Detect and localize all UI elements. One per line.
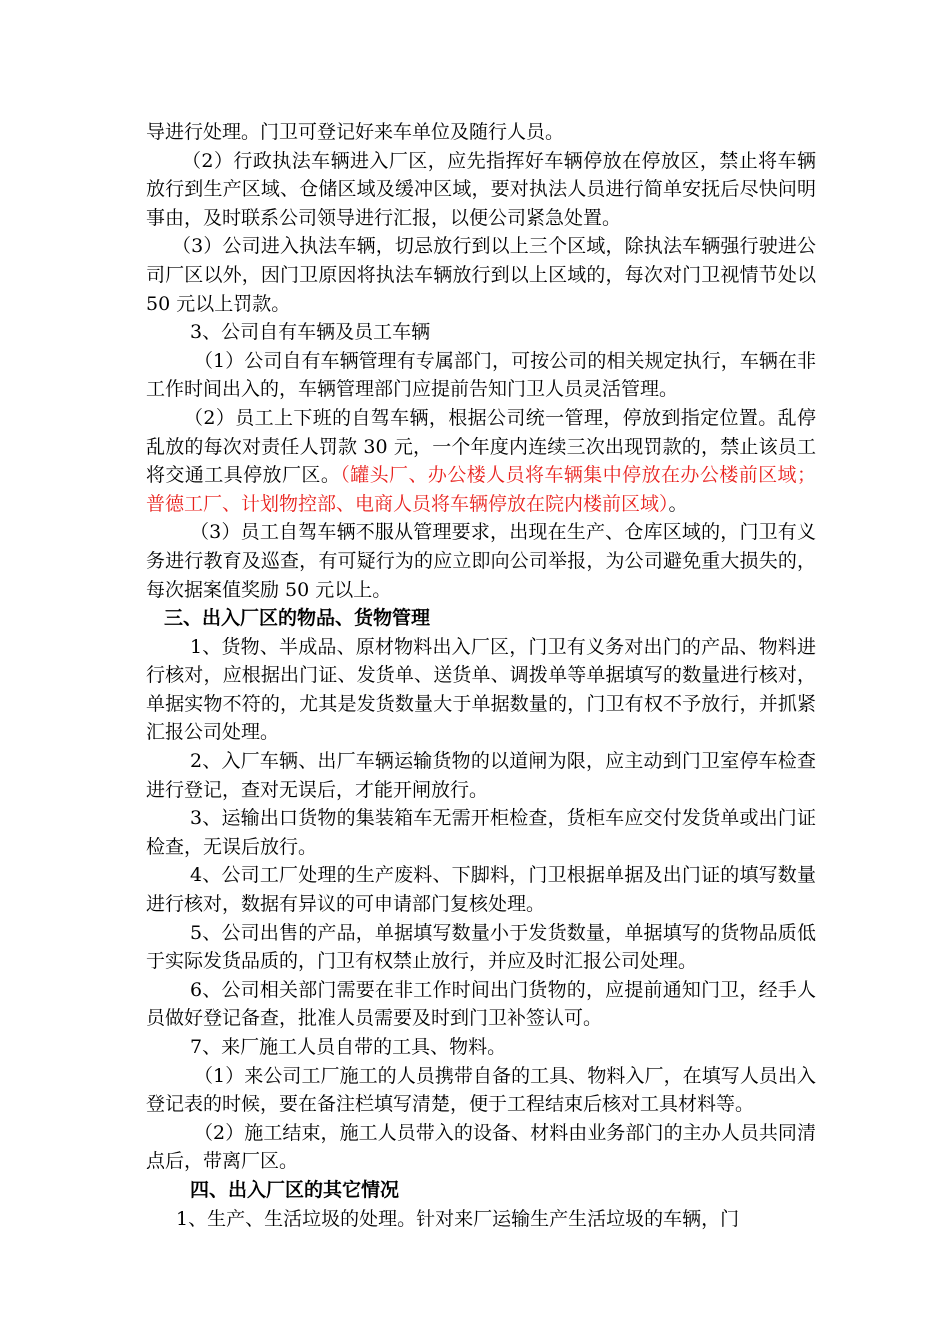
paragraph xyxy=(146,804,816,861)
highlighted-note: （罐头厂、办公楼人员将车辆集中停放在办公楼前区域；普德工厂、计划物控部、电商人员将车辆停放在院内楼前区域） xyxy=(146,464,816,515)
paragraph-text: 3、运输出口货物的集装箱车无需开柜检查，货柜车应交付发货单或出门证检查，无误后放行。 xyxy=(146,807,816,858)
paragraph xyxy=(146,747,816,804)
paragraph xyxy=(146,976,816,1033)
paragraph-text: 7、来厂施工人员自带的工具、物料。 xyxy=(190,1036,507,1058)
paragraph xyxy=(146,232,816,318)
paragraph xyxy=(146,1062,816,1119)
paragraph xyxy=(146,518,816,604)
paragraph-text: （3）公司进入执法车辆，切忌放行到以上三个区域，除执法车辆强行驶进公司厂区以外，因门卫原因将执法车辆放行到以上区域的，每次对门卫视情节处以 50 元以上罚款。 xyxy=(146,235,816,315)
paragraph-text: 5、公司出售的产品，单据填写数量小于发货数量，单据填写的货物品质低于实际发货品质的，门卫有权禁止放行，并应及时汇报公司处理。 xyxy=(146,921,816,973)
paragraph xyxy=(146,633,816,747)
paragraph-text: 3、公司自有车辆及员工车辆 xyxy=(190,321,431,344)
paragraph xyxy=(146,1033,816,1062)
paragraph-text: 1、生产、生活垃圾的处理。针对来厂运输生产生活垃圾的车辆，门 xyxy=(176,1207,740,1230)
paragraph xyxy=(146,347,816,404)
paragraph xyxy=(146,118,816,147)
paragraph-text: （2）行政执法车辆进入厂区，应先指挥好车辆停放在停放区，禁止将车辆放行到生产区域、仓储区域及缓冲区域，要对执法人员进行简单安抚后尽快问明事由，及时联系公司领导进行汇报，以便公司紧急处置。 xyxy=(146,149,816,229)
document-body xyxy=(146,118,816,1233)
paragraph xyxy=(146,318,816,347)
section-heading xyxy=(146,1176,816,1205)
paragraph-text: 4、公司工厂处理的生产废料、下脚料，门卫根据单据及出门证的填写数量进行核对，数据有异议的可申请部门复核处理。 xyxy=(146,864,816,916)
paragraph xyxy=(146,147,816,233)
paragraph-text: （3）员工自驾车辆不服从管理要求，出现在生产、仓库区域的，门卫有义务进行教育及巡查，有可疑行为的应立即向公司举报，为公司避免重大损失的，每次据案值奖励 50 元以上。 xyxy=(146,521,816,601)
paragraph xyxy=(146,1119,816,1176)
paragraph-text: 三、出入厂区的物品、货物管理 xyxy=(164,607,431,630)
paragraph-text: 四、出入厂区的其它情况 xyxy=(190,1178,400,1201)
paragraph-text: （2）施工结束，施工人员带入的设备、材料由业务部门的主办人员共同清点后，带离厂区。 xyxy=(146,1121,816,1173)
paragraph-text: （2）员工上下班的自驾车辆，根据公司统一管理，停放到指定位置。乱停乱放的每次对责任人罚款 30 元，一个年度内连续三次出现罚款的，禁止该员工将交通工具停放厂区。 xyxy=(146,406,816,487)
paragraph-text: 2、入厂车辆、出厂车辆运输货物的以道闸为限，应主动到门卫室停车检查进行登记，查对无误后，才能开闸放行。 xyxy=(146,750,816,801)
paragraph-text: 1、货物、半成品、原材物料出入厂区，门卫有义务对出门的产品、物料进行核对，应根据出门证、发货单、送货单、调拨单等单据填写的数量进行核对，单据实物不符的，尤其是发货数量大于单据数量的，门卫有权不予放行，并抓紧汇报公司处理。 xyxy=(146,635,816,744)
paragraph xyxy=(146,1205,816,1234)
paragraph xyxy=(146,919,816,976)
paragraph xyxy=(146,404,816,518)
paragraph-text: （1）来公司工厂施工的人员携带自备的工具、物料入厂，在填写人员出入登记表的时候，要在备注栏填写清楚，便于工程结束后核对工具材料等。 xyxy=(146,1064,816,1116)
paragraph-text: （1）公司自有车辆管理有专属部门，可按公司的相关规定执行，车辆在非工作时间出入的，车辆管理部门应提前告知门卫人员灵活管理。 xyxy=(146,349,816,401)
paragraph-text: 6、公司相关部门需要在非工作时间出门货物的，应提前通知门卫，经手人员做好登记备查，批准人员需要及时到门卫补签认可。 xyxy=(146,978,816,1030)
paragraph xyxy=(146,861,816,918)
paragraph-tail: 。 xyxy=(668,492,688,515)
section-heading xyxy=(146,604,816,633)
paragraph-text: 导进行处理。门卫可登记好来车单位及随行人员。 xyxy=(146,121,565,143)
